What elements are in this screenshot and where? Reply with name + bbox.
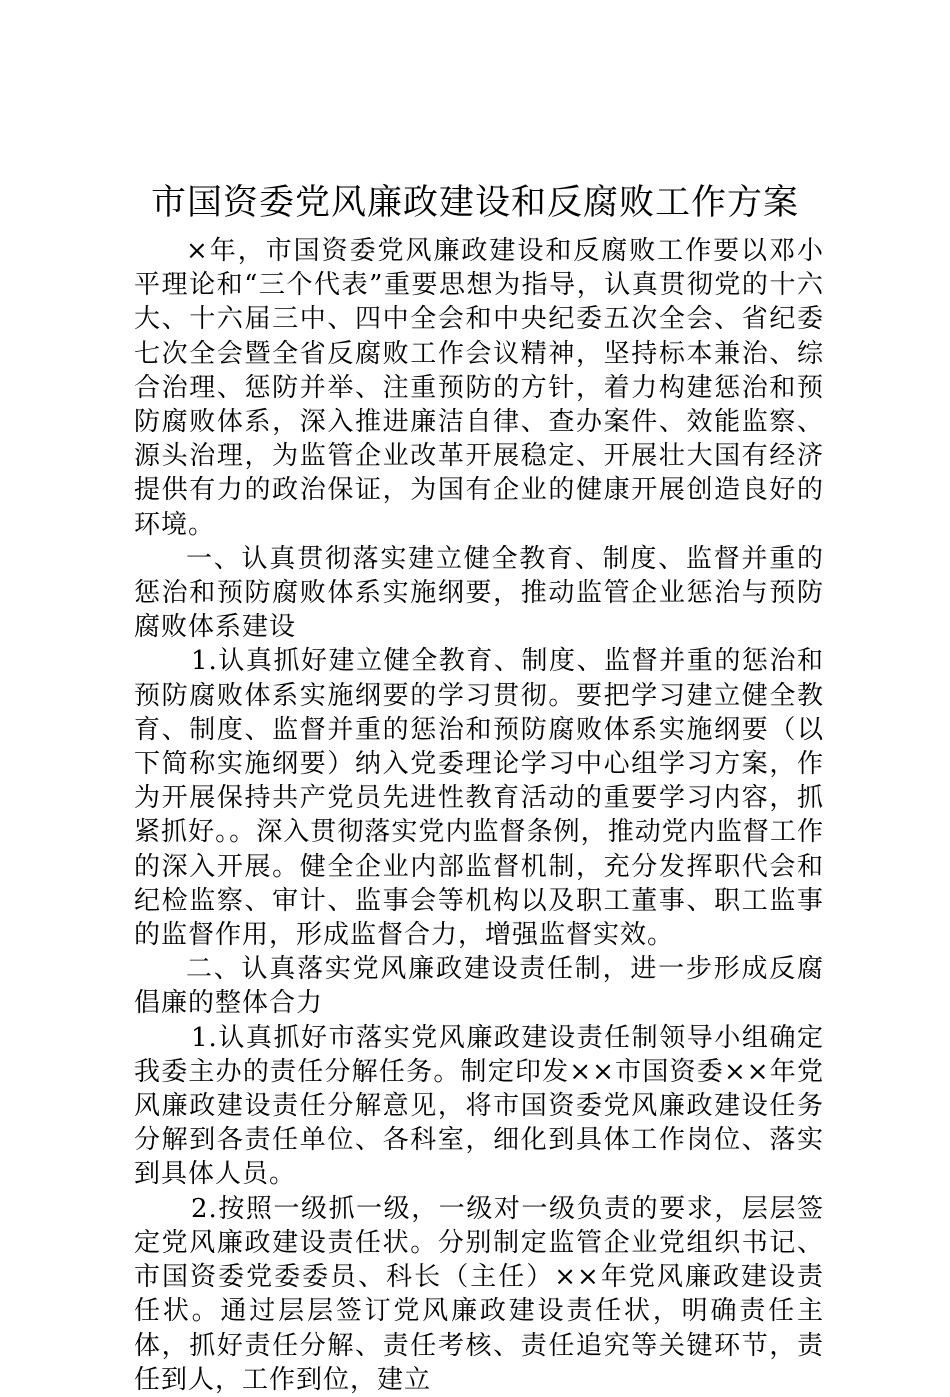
- section-heading-1: 一、认真贯彻落实建立健全教育、制度、监督并重的惩治和预防腐败体系实施纲要，推动监管企业惩治与预防腐败体系建设: [134, 543, 824, 643]
- document-title: 市国资委党风廉政建设和反腐败工作方案: [150, 183, 799, 223]
- paragraph-item-2-1: 1.认真抓好市落实党风廉政建设责任制领导小组确定我委主办的责任分解任务。制定印发××市国资委××年党风廉政建设责任分解意见，将市国资委党风廉政建设任务分解到各责任单位、各科室，细化到具体工作岗位、落实到具体人员。: [134, 1022, 824, 1190]
- paragraph-item-2-2: 2.按照一级抓一级，一级对一级负责的要求，层层签定党风廉政建设责任状。分别制定监管企业党组织书记、市国资委党委委员、科长（主任）××年党风廉政建设责任状。通过层层签订党风廉政建设责任状，明确责任主体，抓好责任分解、责任考核、责任追究等关键环节，责任到人，工作到位，建立: [134, 1193, 824, 1395]
- section-heading-2: 二、认真落实党风廉政建设责任制，进一步形成反腐倡廉的整体合力: [134, 954, 824, 1019]
- paragraph-intro: ×年，市国资委党风廉政建设和反腐败工作要以邓小平理论和“三个代表”重要思想为指导，认真贯彻党的十六大、十六届三中、四中全会和中央纪委五次全会、省纪委七次全会暨全省反腐败工作会议精神，坚持标本兼治、综合治理、惩防并举、注重预防的方针，着力构建惩治和预防腐败体系，深入推进廉洁自律、查办案件、效能监察、源头治理，为监管企业改革开展稳定、开展壮大国有经济提供有力的政治保证，为国有企业的健康开展创造良好的环境。: [134, 236, 824, 540]
- paragraph-item-1-1: 1.认真抓好建立健全教育、制度、监督并重的惩治和预防腐败体系实施纲要的学习贯彻。要把学习建立健全教育、制度、监督并重的惩治和预防腐败体系实施纲要（以下简称实施纲要）纳入党委理论学习中心组学习方案，作为开展保持共产党员先进性教育活动的重要学习内容，抓紧抓好。。深入贯彻落实党内监督条例，推动党内监督工作的深入开展。健全企业内部监督机制，充分发挥职代会和纪检监察、审计、监事会等机构以及职工董事、职工监事的监督作用，形成监督合力，增强监督实效。: [134, 646, 824, 951]
- document-body: [134, 234, 824, 1397]
